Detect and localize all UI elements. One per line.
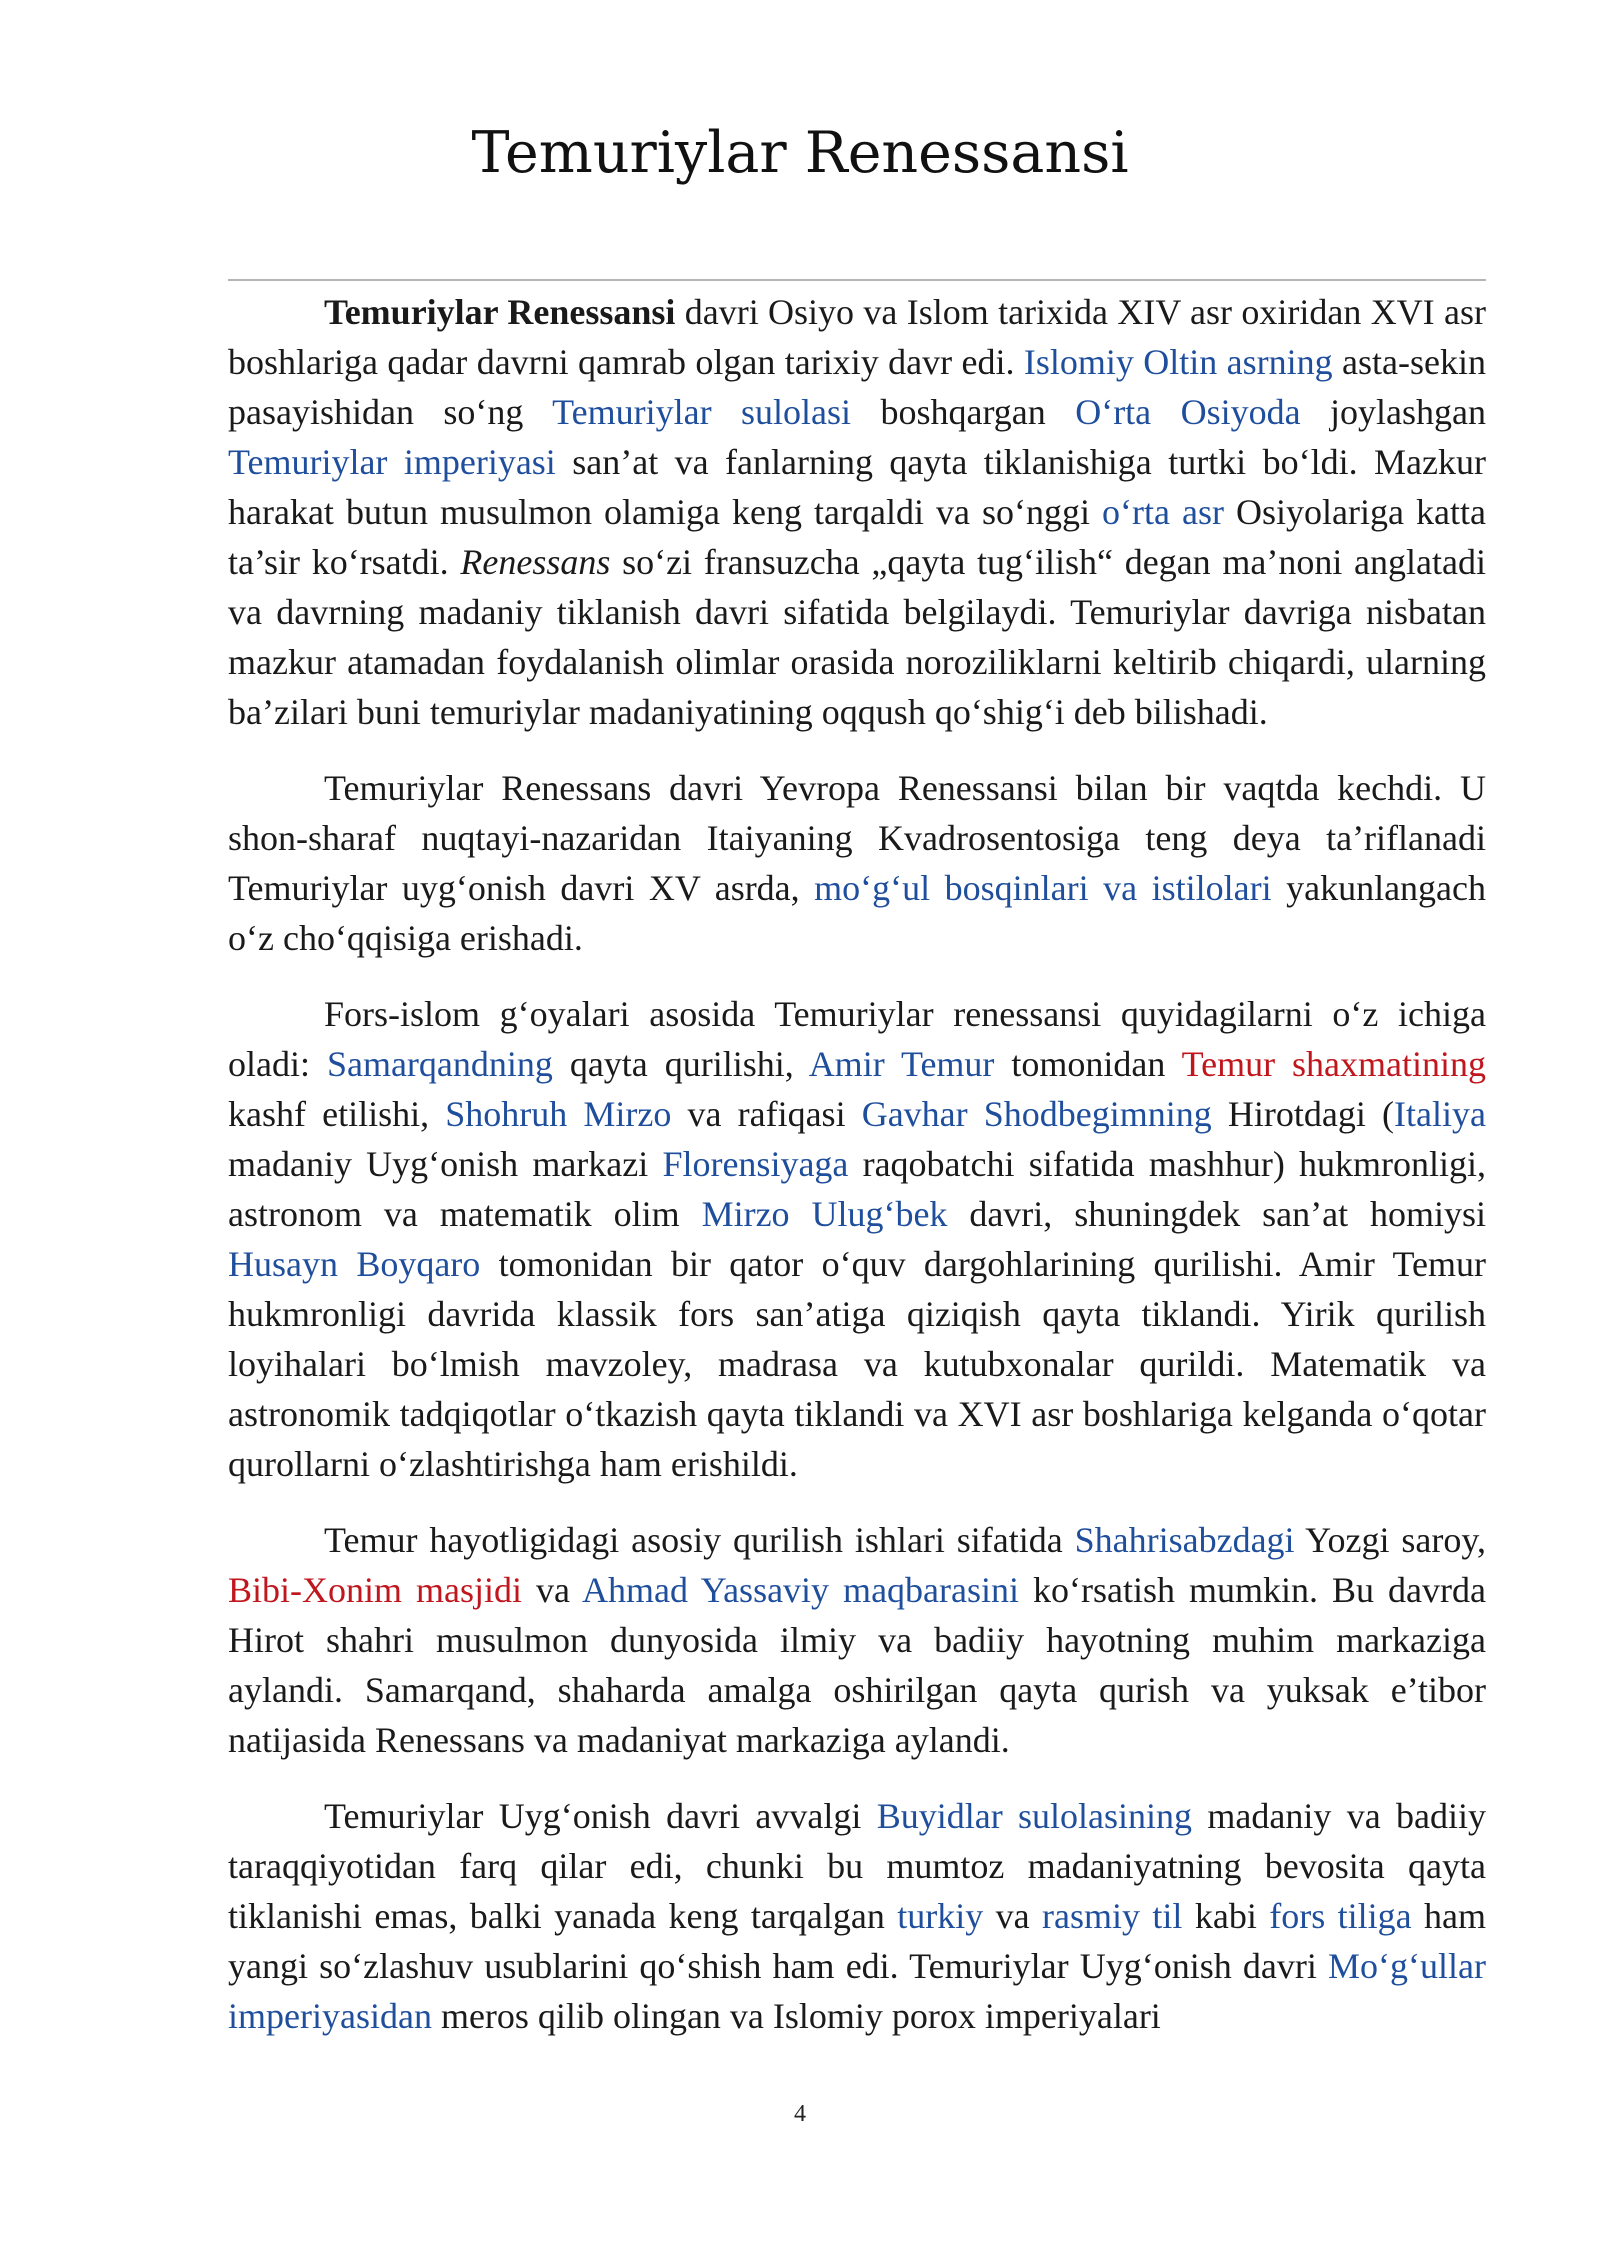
text-run: Hirotdagi ( [1211,1094,1395,1134]
article-link[interactable]: Ahmad Yassaviy maqbarasini [582,1570,1020,1610]
text-run: Osiyolariga katta ta’sir ko‘rsatdi. [228,492,1486,582]
text-run: Fors-islom g‘oyalari asosida Temuriylar renessansi quyidagilarni o‘z ichiga oladi: [228,994,1486,1084]
text-run: madaniy Uyg‘onish markazi [228,1144,663,1184]
paragraph [228,763,1486,963]
paragraph [228,989,1486,1489]
text-run: ham yangi so‘zlashuv usublarini qo‘shish ham edi. Temuriylar Uyg‘onish davri [228,1896,1487,1986]
text-run: kashf etilishi, [228,1094,446,1134]
article-link[interactable]: Buyidlar sulolasining [876,1796,1193,1836]
text-run: madaniy va badiiy taraqqiyotidan farq qilar edi, chunki bu mumtoz madaniyatning bevosita qayta tiklanishi emas, balki yanada keng tarqalgan [228,1796,1487,1936]
article-body [228,287,1486,2067]
text-run: qayta qurilishi, [552,1044,809,1084]
paragraph [228,1791,1486,2041]
text-run: yakunlangach o‘z cho‘qqisiga erishadi. [228,868,1487,958]
article-link[interactable]: fors tiliga [1269,1896,1412,1936]
article-link[interactable]: o‘rta asr [1102,492,1225,532]
title-divider [228,279,1486,281]
text-run: asta-sekin pasayishidan so‘ng [228,342,1486,432]
text-run: Temuriylar Uyg‘onish davri avvalgi [324,1796,877,1836]
bold-term: Temuriylar Renessansi [324,292,676,332]
text-run: va [983,1896,1043,1936]
text-run: davri Osiyo va Islom tarixida XIV asr oxiridan XVI asr boshlariga qadar davrni qamrab olgan tarixiy davr edi. [228,292,1486,382]
article-link[interactable]: Shohruh Mirzo [445,1094,672,1134]
paragraph [228,1515,1486,1765]
text-run: tomonidan [994,1044,1182,1084]
article-link[interactable]: Amir Temur [808,1044,995,1084]
article-link[interactable]: Mirzo Ulug‘bek [701,1194,948,1234]
text-run: raqobatchi sifatida mashhur) hukmronligi, astronom va matematik olim [228,1144,1486,1234]
article-link[interactable]: O‘rta Osiyoda [1075,392,1301,432]
text-run: kabi [1182,1896,1270,1936]
text-run: tomonidan bir qator o‘quv dargohlarining qurilishi. Amir Temur hukmronligi davrida klassik fors san’atiga qiziqish qayta tiklandi. Yirik qurilish loyihalari bo‘lmish mavzoley, madrasa va kutubxonalar qurildi. Matematik va astronomik tadqiqotlar o‘tkazish qayta tiklandi va XVI asr boshlariga kelganda o‘qotar qurollarni o‘zlashtirishga ham erishildi. [228,1244,1487,1484]
text-run: ko‘rsatish mumkin. Bu davrda Hirot shahri musulmon dunyosida ilmiy va badiiy hayotning muhim markaziga aylandi. Samarqand, shaharda amalga oshirilgan qayta qurish va yuksak e’tibor natijasida Renessans va madaniyat markaziga aylandi. [228,1570,1486,1760]
paragraph [228,287,1486,737]
missing-article-link[interactable]: Temur shaxmatining [1181,1044,1486,1084]
text-run: Temuriylar Renessans davri Yevropa Renessansi bilan bir vaqtda kechdi. U shon-sharaf nuqtayi-nazaridan Itaiyaning Kvadrosentosiga teng deya ta’riflanadi Temuriylar uyg‘onish davri XV asrda, [228,768,1486,908]
text-run: san’at va fanlarning qayta tiklanishiga turtki bo‘ldi. Mazkur harakat butun musulmon olamiga keng tarqaldi va so‘nggi [228,442,1486,532]
text-run: davri, shuningdek san’at homiysi [947,1194,1486,1234]
article-link[interactable]: Temuriylar sulolasi [552,392,852,432]
article-link[interactable]: Gavhar Shodbegimning [861,1094,1212,1134]
article-link[interactable]: Italiya [1394,1094,1486,1134]
article-link[interactable]: Shahrisabzdagi [1074,1520,1295,1560]
text-run: va [522,1570,583,1610]
article-link[interactable]: Samarqandning [326,1044,553,1084]
article-link[interactable]: Mo‘g‘ullar imperiyasidan [228,1946,1486,2036]
article-link[interactable]: rasmiy til [1042,1896,1183,1936]
article-link[interactable]: turkiy [897,1896,984,1936]
article-link[interactable]: Islomiy Oltin asrning [1023,342,1333,382]
article-link[interactable]: Florensiyaga [662,1144,849,1184]
text-run: boshqargan [851,392,1076,432]
missing-article-link[interactable]: Bibi-Xonim masjidi [228,1570,523,1610]
article-link[interactable]: Husayn Boyqaro [228,1244,481,1284]
text-run: meros qilib olingan va Islomiy porox imperiyalari [431,1996,1161,2036]
italic-term: Renessans [460,542,611,582]
text-run: va rafiqasi [671,1094,862,1134]
page-number: 4 [794,2101,806,2127]
article-link[interactable]: mo‘g‘ul bosqinlari va istilolari [814,868,1272,908]
text-run: Temur hayotligidagi asosiy qurilish ishlari sifatida [324,1520,1075,1560]
text-run: joylashgan [1300,392,1486,432]
page-title: Temuriylar Renessansi [471,120,1129,186]
text-run: so‘zi fransuzcha „qayta tug‘ilish“ degan ma’noni anglatadi va davrning madaniy tiklanish davri sifatida belgilaydi. Temuriylar davriga nisbatan mazkur atamadan foydalanish olimlar orasida noroziliklarni keltirib chiqardi, ularning ba’zilari buni temuriylar madaniyatining oqqush qo‘shig‘i deb bilishadi. [228,542,1486,732]
text-run: Yozgi saroy, [1294,1520,1486,1560]
article-link[interactable]: Temuriylar imperiyasi [228,442,556,482]
